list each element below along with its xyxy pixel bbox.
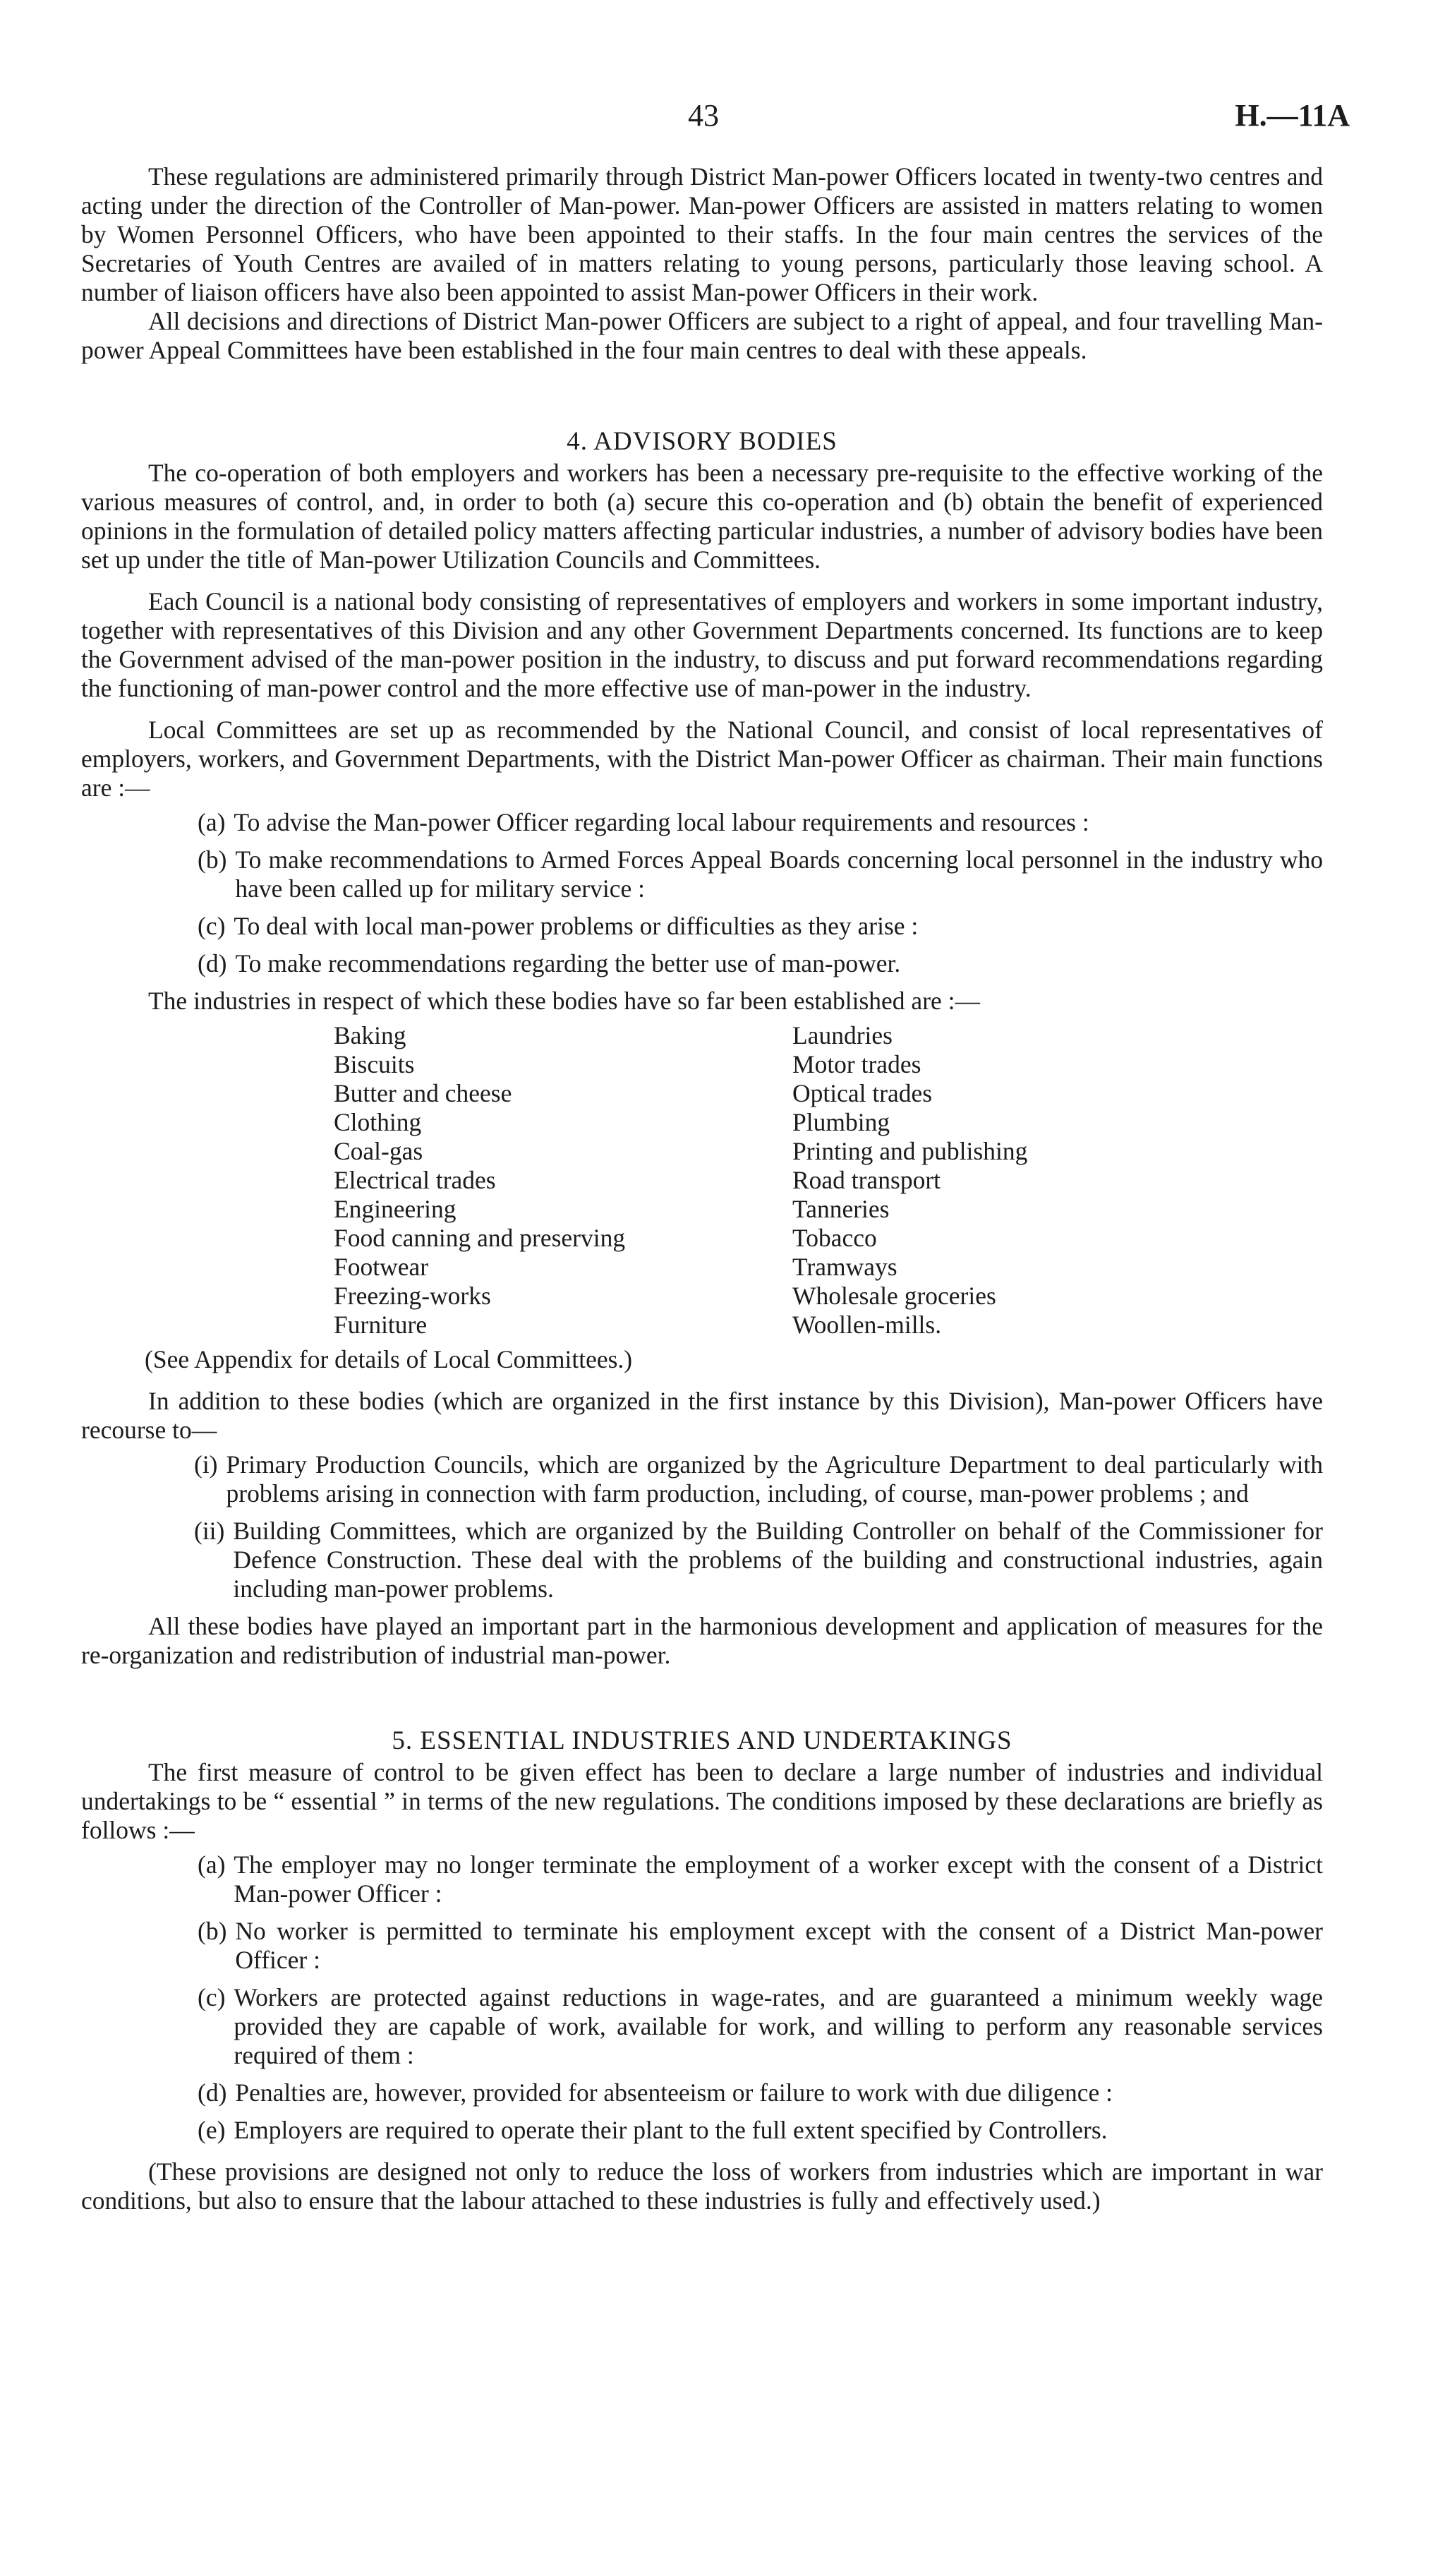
industry-item: Footwear (334, 1253, 429, 1281)
list-item (198, 912, 1323, 941)
list-item-text: To deal with local man-power problems or difficulties as they arise : (234, 912, 919, 940)
industry-item: Clothing (334, 1108, 422, 1136)
list-item-text: No worker is permitted to terminate his employment except with the consent of a District Man-power Officer : (235, 1917, 1323, 1974)
section-4-paragraph-2: Each Council is a national body consisting of representatives of employers and workers in some important industry, together with representatives of this Division and any other Government Departments concerned. Its functions are to keep the Government advised of the man-power position in the industry, to discuss and put forward recommendations regarding the functioning of man-power control and the more effective use of man-power in the industry. (81, 587, 1323, 702)
section-4-paragraph-5: All these bodies have played an important part in the harmonious development and application of measures for the re-organization and redistribution of industrial man-power. (81, 1612, 1323, 1669)
industry-item: Laundries (792, 1021, 893, 1049)
section-4-paragraph-4: In addition to these bodies (which are organized in the first instance by this Division), Man-power Officers have recourse to— (81, 1387, 1323, 1444)
recourse-list (81, 1450, 1323, 1603)
list-item-label: (d) (198, 2078, 227, 2107)
essential-conditions-list (81, 1850, 1323, 2145)
industry-item: Engineering (334, 1195, 456, 1223)
page-content (81, 162, 1323, 2215)
page-number: 43 (688, 98, 719, 133)
list-item (198, 1983, 1323, 2070)
industry-item: Optical trades (792, 1079, 933, 1107)
industry-item: Wholesale groceries (792, 1282, 996, 1310)
section-4-paragraph-3: Local Committees are set up as recommended by the National Council, and consist of local representatives of employers, workers, and Government Departments, with the District Man-power Officer as chairman. Their main functions are :— (81, 716, 1323, 802)
list-item-text: Penalties are, however, provided for absenteeism or failure to work with due diligence : (235, 2078, 1113, 2107)
list-item-label: (c) (198, 1983, 226, 2011)
section-4-heading: 4. ADVISORY BODIES (567, 427, 838, 456)
list-item (198, 949, 1323, 978)
section-4-paragraph-1: The co-operation of both employers and workers has been a necessary pre-requisite to the effective working of the various measures of control, and, in order to both (a) secure this co-operation and (b) obtain the benefit of experienced opinions in the formulation of detailed policy matters affecting particular industries, a number of advisory bodies have been set up under the title of Man-power Utilization Councils and Committees. (81, 459, 1323, 574)
industries-column-1 (334, 1021, 792, 1340)
industries-column-2 (792, 1021, 1216, 1340)
list-item-text: The employer may no longer terminate the employment of a worker except with the consent of a District Man-power Officer : (234, 1850, 1323, 1908)
industry-item: Food canning and preserving (334, 1224, 626, 1252)
appendix-note: (See Appendix for details of Local Committees.) (145, 1345, 633, 1373)
industry-item: Tobacco (792, 1224, 877, 1252)
industry-item: Printing and publishing (792, 1137, 1028, 1165)
industry-item: Road transport (792, 1166, 941, 1194)
list-item-text: Employers are required to operate their plant to the full extent specified by Controllers. (234, 2116, 1108, 2144)
industry-item: Tramways (792, 1253, 897, 1281)
list-item-text: To advise the Man-power Officer regarding local labour requirements and resources : (234, 808, 1089, 836)
list-item-label: (a) (198, 1850, 226, 1879)
intro-paragraph-1: These regulations are administered primarily through District Man-power Officers located in twenty-two centres and acting under the direction of the Controller of Man-power. Man-power Officers are assisted in matters relating to women by Women Personnel Officers, who have been appointed to their staffs. In the four main centres the services of the Secretaries of Youth Centres are availed of in matters relating to young persons, particularly those leaving school. A number of liaison officers have also been appointed to assist Man-power Officers in their work. (81, 162, 1323, 306)
list-item (194, 1450, 1323, 1508)
list-item (198, 1850, 1323, 1908)
industry-item: Furniture (334, 1311, 428, 1339)
list-item (198, 845, 1323, 903)
industry-item: Biscuits (334, 1050, 415, 1078)
page-header (0, 97, 1433, 140)
industry-item: Woollen-mills. (792, 1311, 942, 1339)
list-item (198, 2116, 1323, 2145)
list-item-text: Primary Production Councils, which are organized by the Agriculture Department to deal particularly with problems arising in connection with farm production, including, of course, man-power problems ; and (226, 1450, 1323, 1507)
industries-list (81, 1021, 1323, 1340)
industry-item: Butter and cheese (334, 1079, 512, 1107)
section-5-paragraph-1: The first measure of control to be given effect has been to declare a large number of industries and individual undertakings to be “ essential ” in terms of the new regulations. The conditions imposed by these declarations are briefly as follows :— (81, 1758, 1323, 1844)
industries-intro: The industries in respect of which these bodies have so far been established are :— (148, 987, 981, 1015)
list-item-label: (a) (198, 808, 226, 836)
list-item-label: (c) (198, 912, 226, 940)
industry-item: Electrical trades (334, 1166, 496, 1194)
list-item (198, 2078, 1323, 2107)
committee-functions-list (81, 808, 1323, 978)
list-item-label: (b) (198, 1917, 227, 1945)
intro-paragraph-2: All decisions and directions of District Man-power Officers are subject to a right of appeal, and four travelling Man-power Appeal Committees have been established in the four main centres to deal with these appeals. (81, 307, 1323, 364)
list-item-label: (i) (194, 1450, 218, 1479)
industry-item: Coal-gas (334, 1137, 423, 1165)
industry-item: Plumbing (792, 1108, 890, 1136)
list-item-text: To make recommendations regarding the better use of man-power. (235, 949, 901, 977)
industry-item: Motor trades (792, 1050, 921, 1078)
list-item (198, 808, 1323, 837)
section-5-heading: 5. ESSENTIAL INDUSTRIES AND UNDERTAKINGS (392, 1726, 1012, 1755)
list-item (198, 1917, 1323, 1975)
list-item (194, 1517, 1323, 1603)
list-item-text: Building Committees, which are organized by the Building Controller on behalf of the Commissioner for Defence Construction. These deal with the problems of the building and constructional industries, again including man-power problems. (233, 1517, 1323, 1603)
list-item-label: (d) (198, 949, 227, 977)
industry-item: Baking (334, 1021, 406, 1049)
document-reference: H.—11A (1235, 98, 1350, 133)
industry-item: Freezing-works (334, 1282, 491, 1310)
list-item-label: (e) (198, 2116, 226, 2144)
industry-item: Tanneries (792, 1195, 890, 1223)
list-item-label: (ii) (194, 1517, 225, 1545)
list-item-label: (b) (198, 845, 227, 874)
section-5-paragraph-2: (These provisions are designed not only to reduce the loss of workers from industries which are important in war conditions, but also to ensure that the labour attached to these industries is fully and effectively used.) (81, 2157, 1323, 2215)
list-item-text: Workers are protected against reductions in wage-rates, and are guaranteed a minimum weekly wage provided they are capable of work, available for work, and willing to perform any reasonable services required of them : (234, 1983, 1323, 2069)
list-item-text: To make recommendations to Armed Forces Appeal Boards concerning local personnel in the industry who have been called up for military service : (235, 845, 1323, 903)
